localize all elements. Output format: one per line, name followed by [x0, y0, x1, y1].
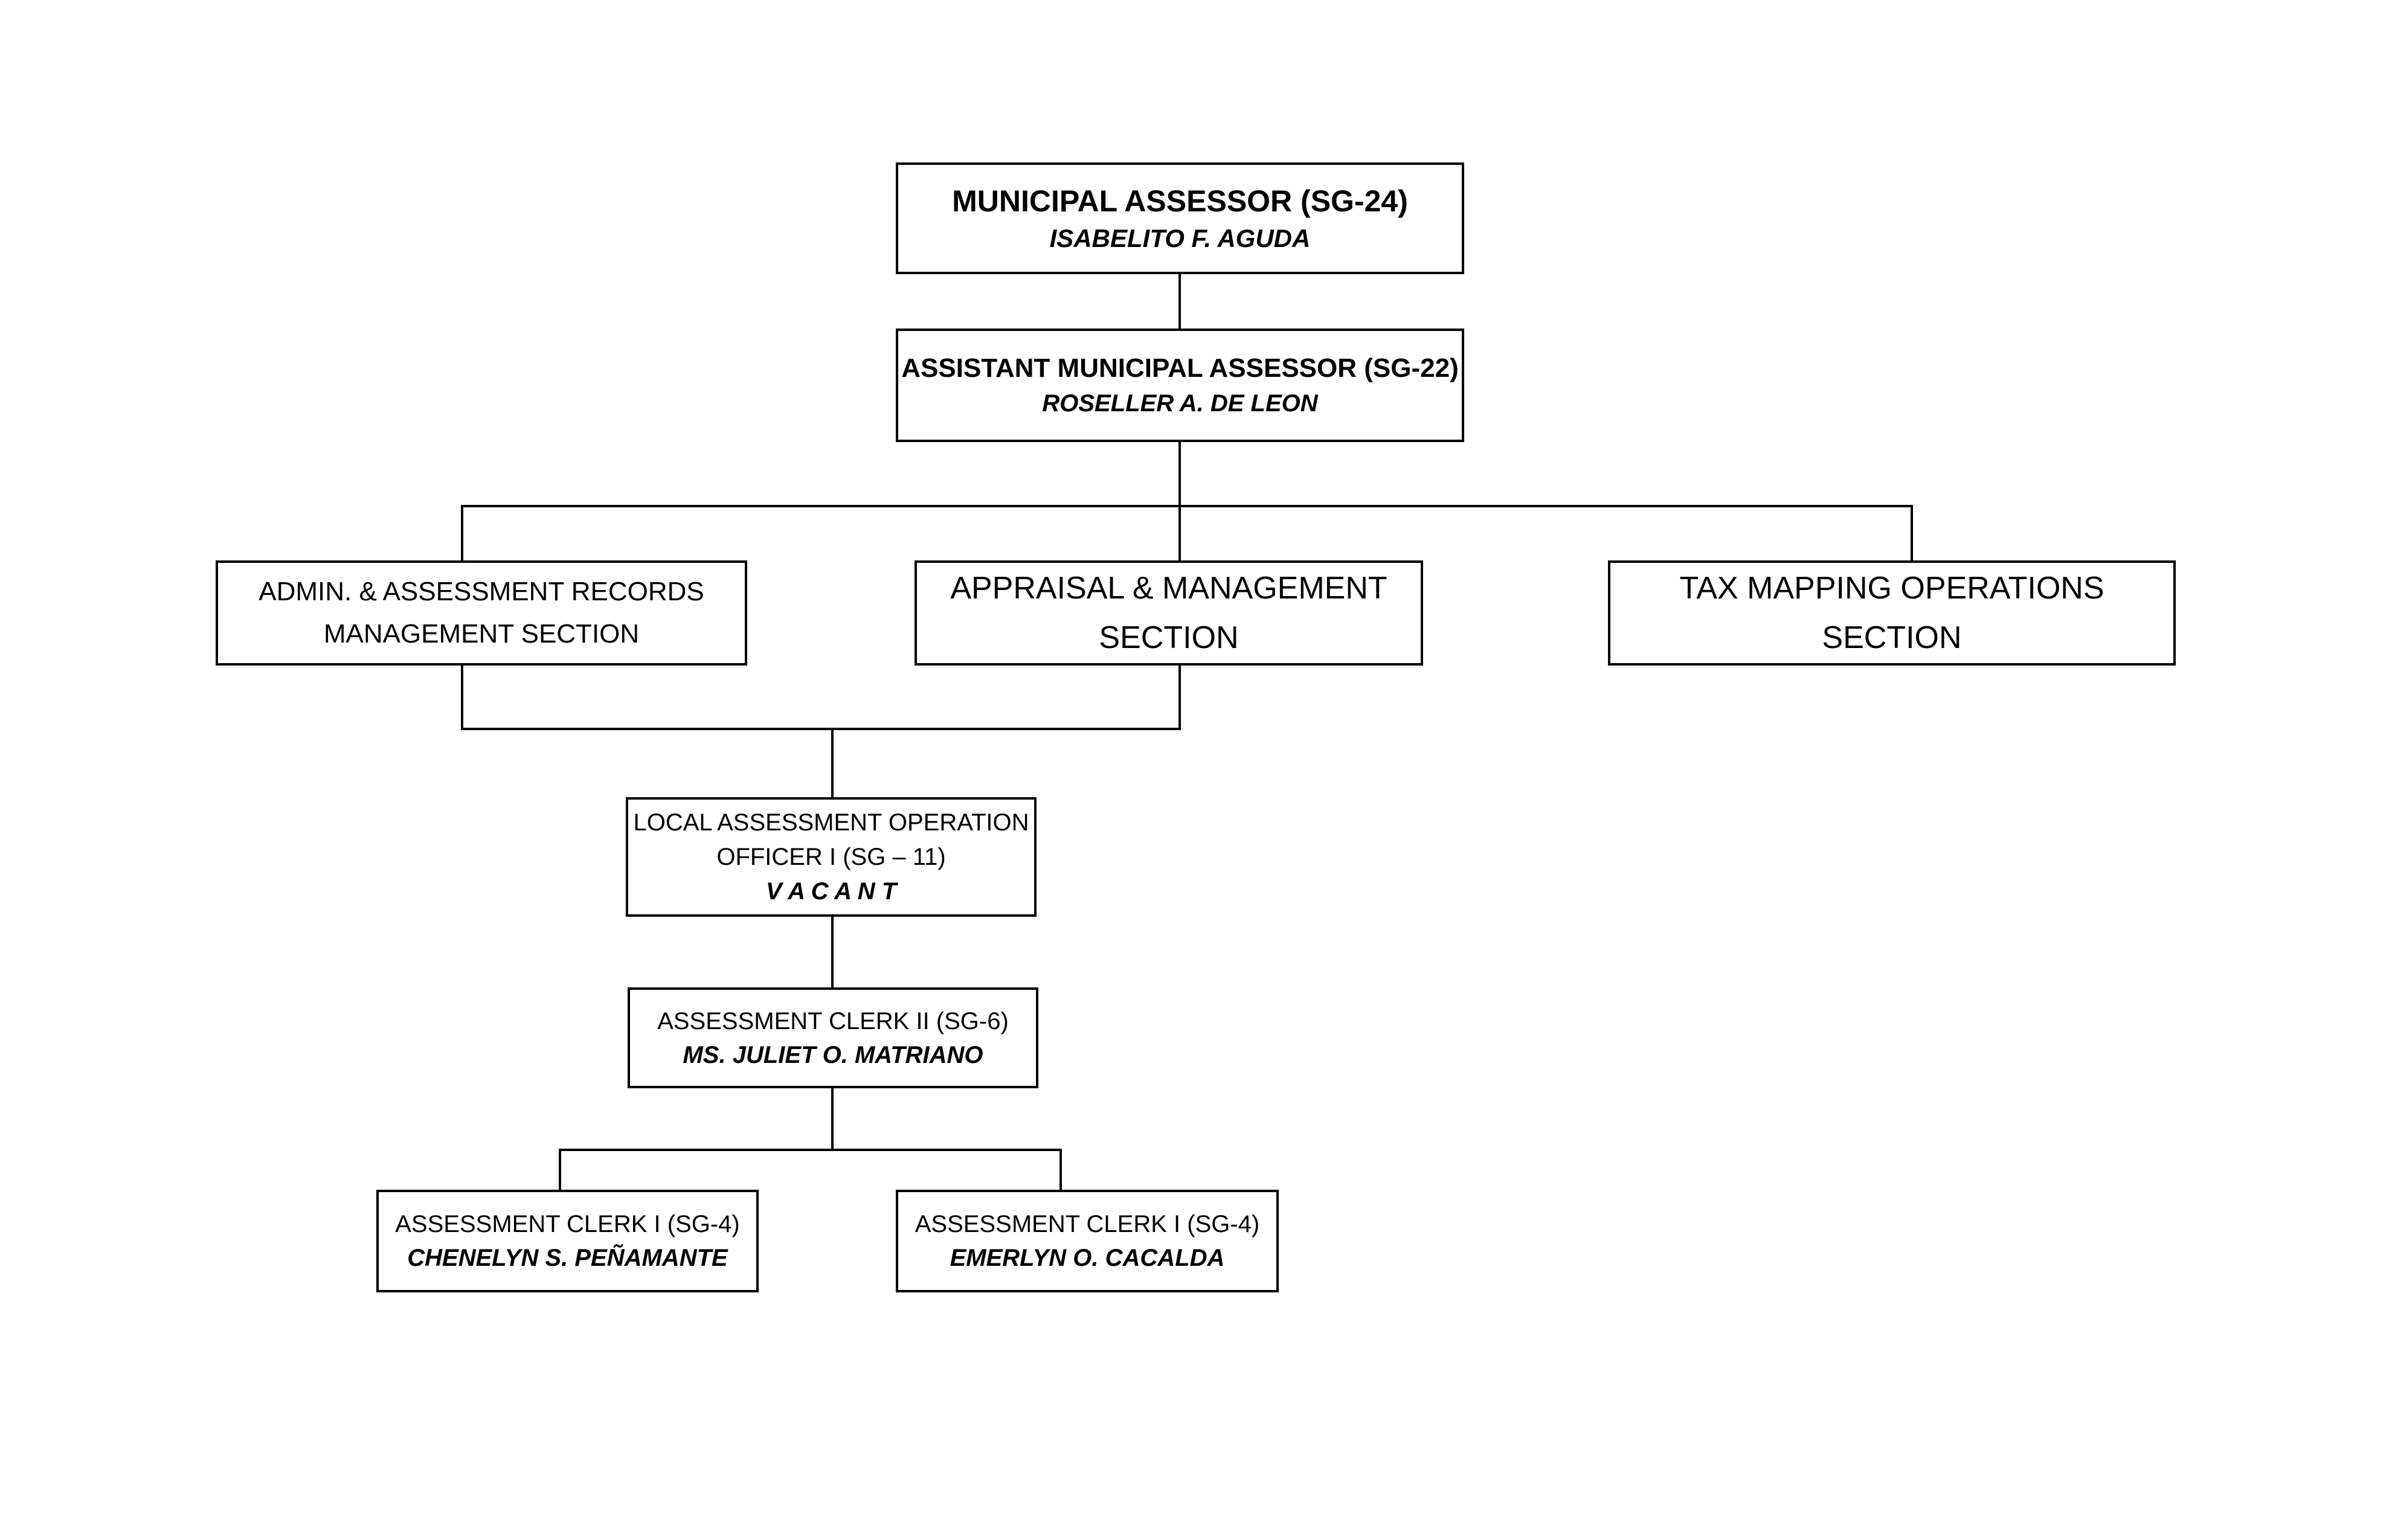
laoo-title-line2: OFFICER I (SG – 11) [716, 843, 946, 870]
assistant-assessor-box [896, 329, 1464, 442]
laoo-title-line1: LOCAL ASSESSMENT OPERATION [633, 809, 1029, 836]
taxmap-section-label-line1: TAX MAPPING OPERATIONS [1679, 571, 2104, 606]
appraisal-section-label-line1: APPRAISAL & MANAGEMENT [950, 571, 1387, 606]
admin-records-section-box [216, 560, 747, 666]
appraisal-section-label-line2: SECTION [1099, 620, 1239, 655]
laoo-name: V A C A N T [765, 877, 897, 905]
clerk-i-name: CHENELYN S. PEÑAMANTE [407, 1245, 728, 1271]
clerk-ii-title: ASSESSMENT CLERK II (SG-6) [657, 1007, 1009, 1035]
clerk-i-title: ASSESSMENT CLERK I (SG-4) [395, 1211, 740, 1237]
tax-mapping-section-box [1608, 560, 2176, 666]
assistant-assessor-name: ROSELLER A. DE LEON [1042, 390, 1318, 417]
assessment-clerk-ii-box [628, 987, 1038, 1088]
admin-section-label-line1: ADMIN. & ASSESSMENT RECORDS [259, 577, 704, 606]
municipal-assessor-box [896, 162, 1464, 274]
municipal-assessor-name: ISABELITO F. AGUDA [1049, 223, 1311, 252]
taxmap-section-label-line2: SECTION [1822, 620, 1962, 655]
assessment-clerk-i-box [376, 1190, 759, 1292]
clerk-i-name: EMERLYN O. CACALDA [950, 1245, 1225, 1271]
assessment-clerk-i-box [896, 1190, 1279, 1292]
appraisal-section-box [915, 560, 1423, 666]
admin-section-label-line2: MANAGEMENT SECTION [323, 619, 640, 649]
clerk-i-title: ASSESSMENT CLERK I (SG-4) [915, 1211, 1260, 1237]
clerk-ii-name: MS. JULIET O. MATRIANO [683, 1041, 983, 1068]
assistant-assessor-title: ASSISTANT MUNICIPAL ASSESSOR (SG-22) [901, 353, 1459, 383]
local-assessment-officer-box [626, 797, 1037, 917]
municipal-assessor-title: MUNICIPAL ASSESSOR (SG-24) [952, 184, 1408, 218]
